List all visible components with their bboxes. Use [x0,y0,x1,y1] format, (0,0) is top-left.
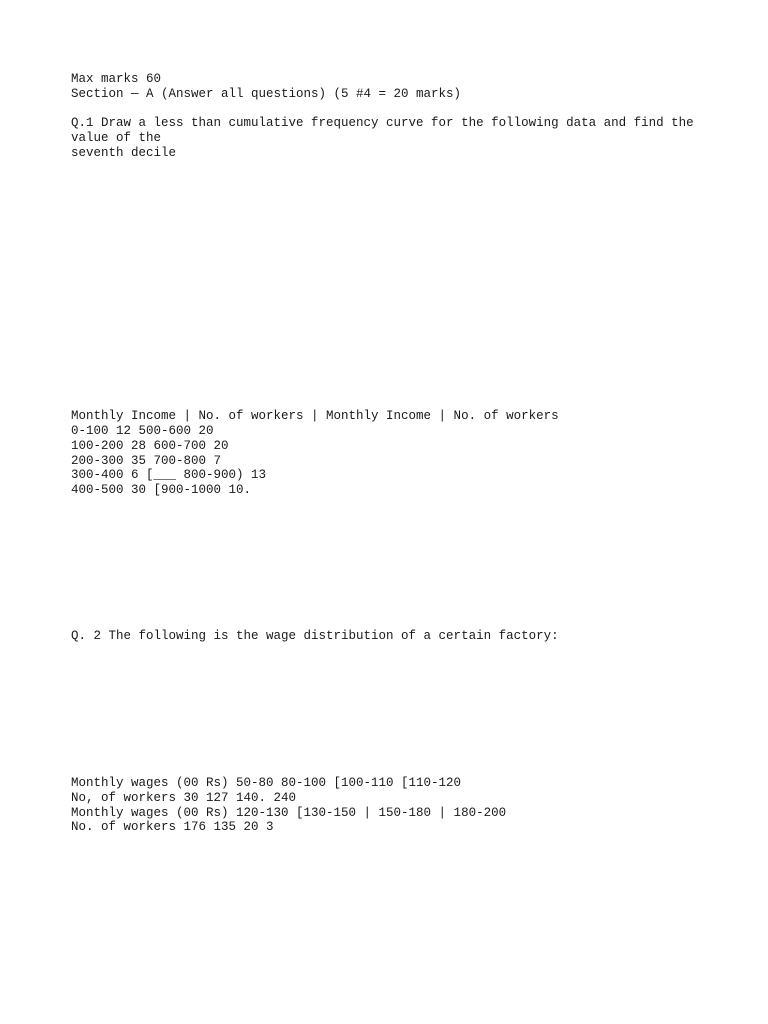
q2-table-row: Monthly wages (00 Rs) 50-80 80-100 [100-110 [110-120 [71,776,462,790]
q1-question-line: Q.1 Draw a less than cumulative frequency curve for the following data and find the [71,116,694,130]
q1-table-row: 0-100 12 500-600 20 [71,424,214,438]
q1-table-header: Monthly Income | No. of workers | Monthly Income | No. of workers [71,409,559,423]
q2-table-row: No, of workers 30 127 140. 240 [71,791,297,805]
q1-table-row: 300-400 6 [___ 800-900) 13 [71,468,267,482]
q2-table-row: No. of workers 176 135 20 3 [71,820,274,834]
max-marks: Max marks 60 [71,72,162,86]
q1-table-row: 400-500 30 [900-1000 10. [71,483,252,497]
q1-question-line: value of the [71,131,162,145]
q2-question: Q. 2 The following is the wage distribution of a certain factory: [71,629,559,643]
q1-table-row: 200-300 35 700-800 7 [71,454,222,468]
q1-question-line: seventh decile [71,146,177,160]
section-heading: Section — A (Answer all questions) (5 #4 = 20 marks) [71,87,462,101]
q2-table-row: Monthly wages (00 Rs) 120-130 [130-150 | 150-180 | 180-200 [71,806,507,820]
q1-table-row: 100-200 28 600-700 20 [71,439,229,453]
